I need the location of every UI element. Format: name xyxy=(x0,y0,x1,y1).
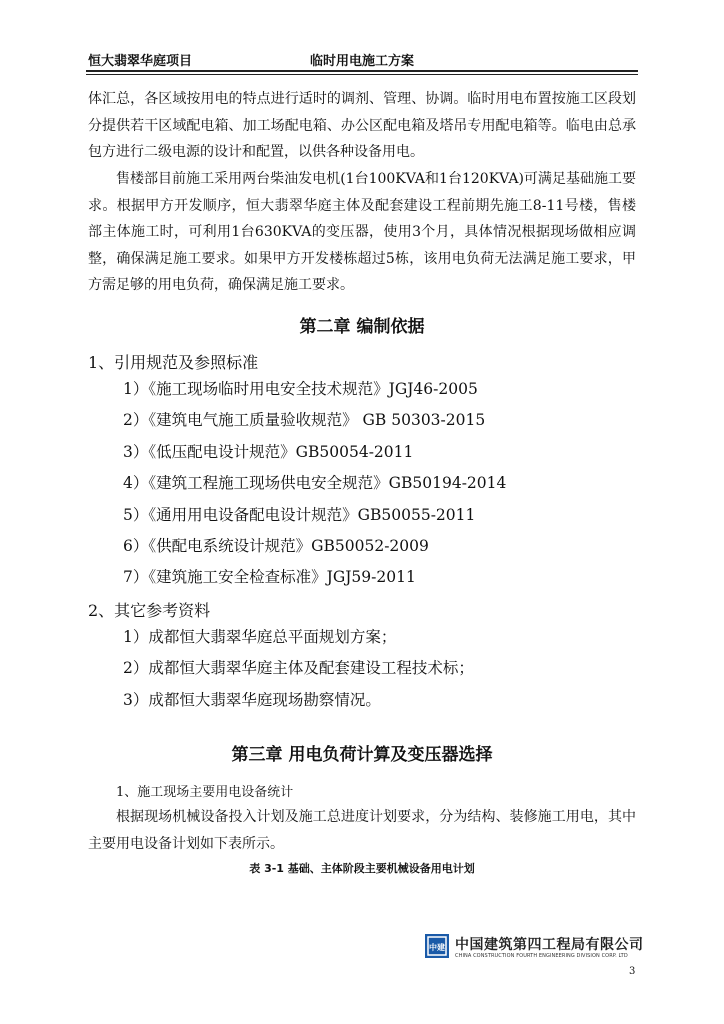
section-other-references: 2、其它参考资料 xyxy=(88,601,211,620)
list-item: 2）成都恒大翡翠华庭主体及配套建设工程技术标； xyxy=(123,659,474,678)
company-name-en: CHINA CONSTRUCTION FOURTH ENGINEERING DIVISION CORP. LTD xyxy=(455,953,628,959)
company-name-cn: 中国建筑第四工程局有限公司 xyxy=(455,937,644,953)
list-item: 1）《施工现场临时用电安全技术规范》JGJ46-2005 xyxy=(123,380,478,398)
list-item: 2）《建筑电气施工质量验收规范》 GB 50303-2015 xyxy=(123,411,486,430)
intro-paragraph-2: 售楼部目前施工采用两台柴油发电机(1台100KVA和1台120KVA)可满足基础施工要求。根据甲方开发顺序，恒大翡翠华庭主体及配套建设工程前期先施工8-11号楼，售楼部主体施工时，可利用1台630KVA的变压器，使用3个月，具体情况根据现场做相应调整，确保满足施工要求。如果甲方开发楼栋超过5栋，该用电负荷无法满足施工要求，甲方需足够的用电负荷，确保满足施工要求。 xyxy=(88,171,636,293)
list-item: 3）成都恒大翡翠华庭现场勘察情况。 xyxy=(123,690,381,709)
references-list xyxy=(123,622,474,716)
chapter-2-title: 第二章 编制依据 xyxy=(299,317,425,337)
section-cited-standards: 1、引用规范及参照标准 xyxy=(88,353,259,372)
table-caption: 表 3-1 基础、主体阶段主要机械设备用电计划 xyxy=(249,862,475,875)
list-item: 7）《建筑施工安全检查标准》JGJ59-2011 xyxy=(123,568,416,587)
intro-paragraph-1: 体汇总，各区域按用电的特点进行适时的调剂、管理、协调。临时用电布置按施工区段划分提供若干区域配电箱、加工场配电箱、办公区配电箱及塔吊专用配电箱等。临电由总承包方进行二级电源的设计和配置，以供各种设备用电。 xyxy=(88,91,636,160)
header-project-name: 恒大翡翠华庭项目 xyxy=(88,54,193,69)
subsection-equipment-stats: 1、施工现场主要用电设备统计 xyxy=(116,785,294,800)
list-item: 1）成都恒大翡翠华庭总平面规划方案； xyxy=(123,628,397,646)
header-divider xyxy=(86,70,638,72)
standards-list xyxy=(123,374,506,594)
page-header xyxy=(88,50,636,70)
page-number: 3 xyxy=(629,966,636,977)
logo-lettering: 中建 xyxy=(429,943,445,952)
header-doc-title: 临时用电施工方案 xyxy=(309,54,414,69)
chapter-3-paragraph: 根据现场机械设备投入计划及施工总进度计划要求，分为结构、装修施工用电，其中主要用电设备计划如下表所示。 xyxy=(88,809,636,852)
list-item: 6）《供配电系统设计规范》GB50052-2009 xyxy=(123,536,429,555)
chapter-3-title: 第三章 用电负荷计算及变压器选择 xyxy=(231,745,493,765)
company-logo-icon xyxy=(425,934,449,958)
header-divider-thin xyxy=(86,74,638,75)
list-item: 4）《建筑工程施工现场供电安全规范》GB50194-2014 xyxy=(123,474,507,493)
list-item: 3）《低压配电设计规范》GB50054-2011 xyxy=(123,442,414,461)
list-item: 5）《通用用电设备配电设计规范》GB50055-2011 xyxy=(123,505,476,524)
